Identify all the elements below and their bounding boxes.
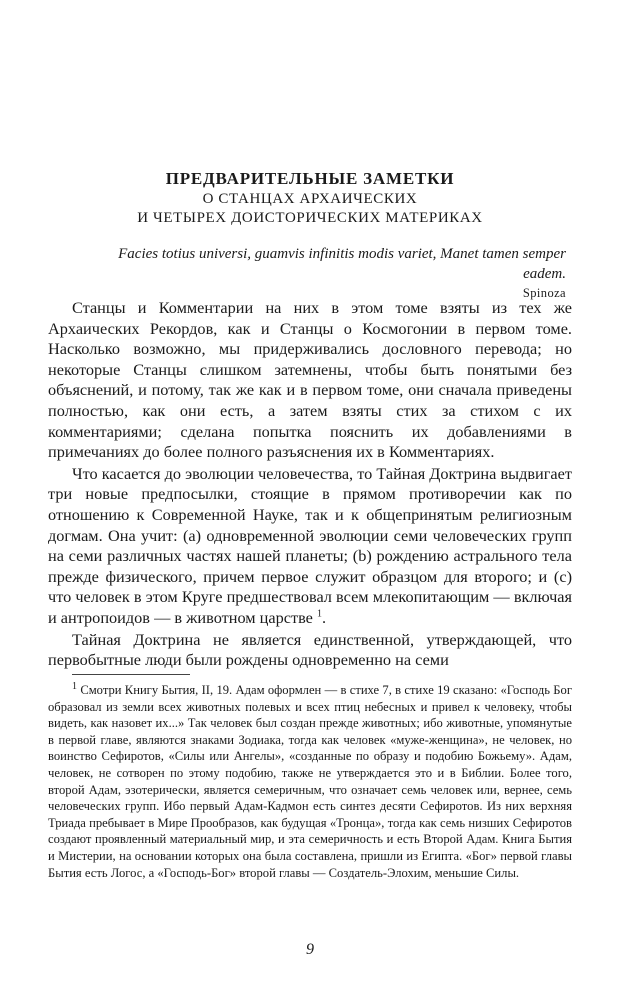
epigraph-author: Spinoza xyxy=(522,286,566,300)
footnote-text: Смотри Книгу Бытия, II, 19. Адам оформлен — в стихе 7, в стихе 19 сказано: «Господь Бог образовал из земли всех животных полевых и всех птиц небесных и привел к человеку, чтобы видеть, как назовет их...» Так человек был создан прежде животных; ибо животные, упомянутые в первой главе, являются знаками Зодиака, тогда как человек «муже-женщина», не человек, но воинство Сефиротов, «Силы или Ангелы», «созданные по образу и подобию Божьему». Адам, человек, не сотворен по этому подобию, также не утверждается это и в Библии. Более того, второй Адам, эзотерически, является семеричным, что означает семь человек или, вернее, семь человеческих групп. Ибо первый Адам-Кадмон есть синтез десяти Сефиротов. Из них верхняя Триада пребывает в Мире Прообразов, как будущая «Тронца», тогда как семь низших Сефиротов создают проявленный материальный мир, и эта семеричность и есть Второй Адам. Книга Бытия и Мистерии, на основании которых она была составлена, пришли из Египта. «Бог» первой главы Бытия есть Логос, а «Господь-Бог» второй главы — Создатель-Элохим, меньшие Силы. xyxy=(48,683,572,880)
footnote-marker: 1 xyxy=(72,680,77,692)
footnote-paragraph xyxy=(48,682,572,881)
chapter-title: ПРЕДВАРИТЕЛЬНЫЕ ЗАМЕТКИ xyxy=(165,169,455,188)
footnote xyxy=(48,682,572,881)
footnote-divider xyxy=(72,674,190,675)
paragraph-2-text: Что касается до эволюции человечества, то Тайная Доктрина выдвигает три новые предпосылки, стоящие в прямом противоречии как по отношению к Современной Науке, так и к общепринятым религиозным догмам. Она учит: (а) одновременной эволюции семи человеческих групп на семи различных частях нашей планеты; (b) рождению астрального тела прежде физического, причем первое служит образцом для второго; и (с) что человек в этом Круге предшествовал всем млекопитающим — включая и антропоидов — в животном царстве xyxy=(48,463,572,627)
epigraph: Facies totius universi, guamvis infinitis modis variet, Manet tamen semper eadem. xyxy=(118,246,566,282)
page-number: 9 xyxy=(306,941,314,958)
chapter-subtitle-line-2: И ЧЕТЫРЕХ ДОИСТОРИЧЕСКИХ МАТЕРИКАХ xyxy=(137,210,483,226)
main-text xyxy=(48,298,572,671)
chapter-subtitle-line-1: О СТАНЦАХ АРХАИЧЕСКИХ xyxy=(202,191,418,207)
footnote-reference[interactable]: 1 xyxy=(317,608,322,620)
chapter-title-block xyxy=(48,168,572,228)
paragraph-3: Тайная Доктрина не является единственной, утверждающей, что первобытные люди были рождены одновременно на семи xyxy=(48,629,572,670)
paragraph-2: Что касается до эволюции человечества, то Тайная Доктрина выдвигает три новые предпосылки, стоящие в прямом противоречии как по отношению к Современной Науке, так и к общепринятым религиозным догмам. Она учит: (а) одновременной эволюции семи человеческих групп на семи различных частях нашей планеты; (b) рождению астрального тела прежде физического, причем первое служит образцом для второго; и (с) что человек в этом Круге предшествовал всем млекопитающим — включая и антропоидов — в животном царстве $^1$. xyxy=(48,463,572,627)
paragraph-1: Станцы и Комментарии на них в этом томе взяты из тех же Архаических Рекордов, как и Станцы о Космогонии в первом томе. Насколько возможно, мы придерживались дословного перевода; но некоторые Станцы слишком затемнены, чтобы быть понятыми без объяснений, и потому, так же как и в первом томе, они сначала приведены полностью, как они есть, а затем взяты стих за стихом с их комментариями; сделана попытка пояснить их добавлениями в примечаниях до более полного разъяснения их в Комментариях. xyxy=(48,298,572,462)
